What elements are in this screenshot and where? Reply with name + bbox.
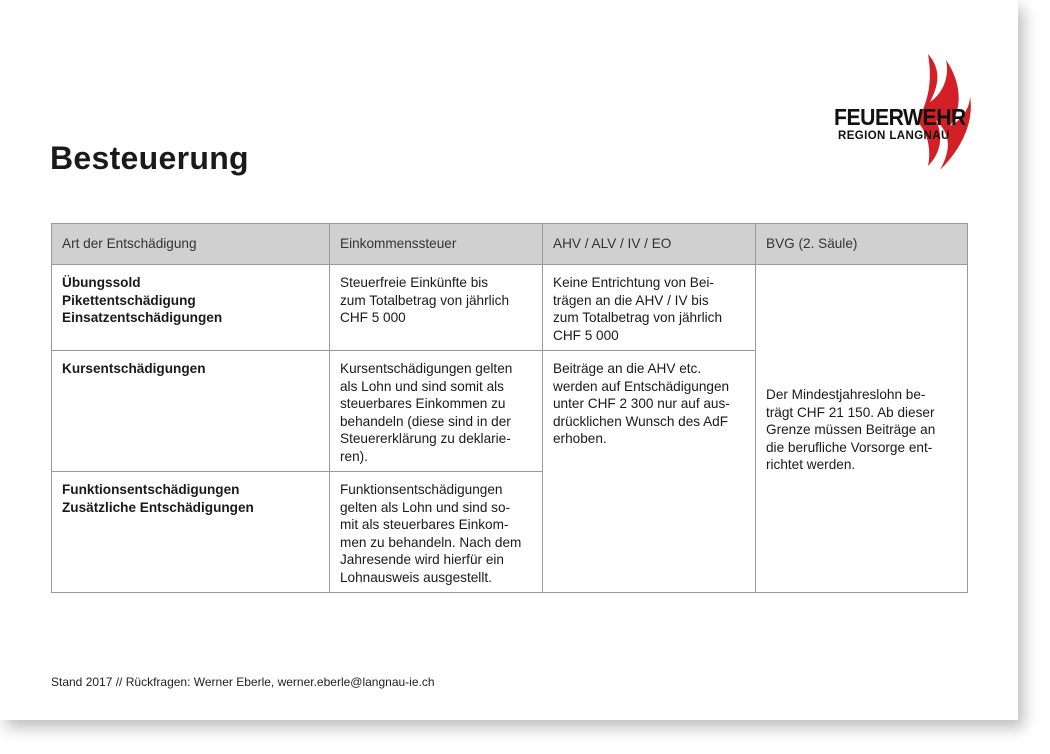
cell-bvg: Der Mindestjahreslohn be- trägt CHF 21 150. Ab dieser Grenze müssen Beiträge an die berufliche Vorsorge ent- richtet werden. [756,265,968,593]
page-title: Besteuerung [50,140,249,176]
cell-steuer: Kursentschädigungen gelten als Lohn und sind somit als steuerbares Einkommen zu behandeln (diese sind in der Steuererklärung zu deklarie- ren). [330,351,543,472]
cell-art: Funktionsentschädigungen Zusätzliche Entschädigungen [52,472,330,593]
logo-text-feuerwehr: FEUERWEHR [834,104,966,130]
header-bvg: BVG (2. Säule) [756,224,968,265]
logo-text-region: REGION LANGNAU [838,130,950,142]
table-row [52,265,968,351]
table-header-row [52,224,968,265]
cell-art: Übungssold Pikettentschädigung Einsatzentschädigungen [52,265,330,351]
footer-note: Stand 2017 // Rückfragen: Werner Eberle, werner.eberle@langnau-ie.ch [51,675,435,689]
header-ahv: AHV / ALV / IV / EO [543,224,756,265]
header-einkommenssteuer: Einkommenssteuer [330,224,543,265]
cell-art: Kursentschädigungen [52,351,330,472]
cell-ahv: Beiträge an die AHV etc. werden auf Entschädigungen unter CHF 2 300 nur auf aus- drücklichen Wunsch des AdF erhoben. [543,351,756,593]
header-art: Art der Entschädigung [52,224,330,265]
feuerwehr-logo [832,50,972,175]
compensation-table [51,223,968,593]
cell-ahv: Keine Entrichtung von Bei- trägen an die AHV / IV bis zum Totalbetrag von jährlich CHF 5 000 [543,265,756,351]
cell-steuer: Funktionsentschädigungen gelten als Lohn und sind so- mit als steuerbares Einkom- men zu behandeln. Nach dem Jahresende wird hierfür ein Lohnausweis ausgestellt. [330,472,543,593]
cell-steuer: Steuerfreie Einkünfte bis zum Totalbetrag von jährlich CHF 5 000 [330,265,543,351]
